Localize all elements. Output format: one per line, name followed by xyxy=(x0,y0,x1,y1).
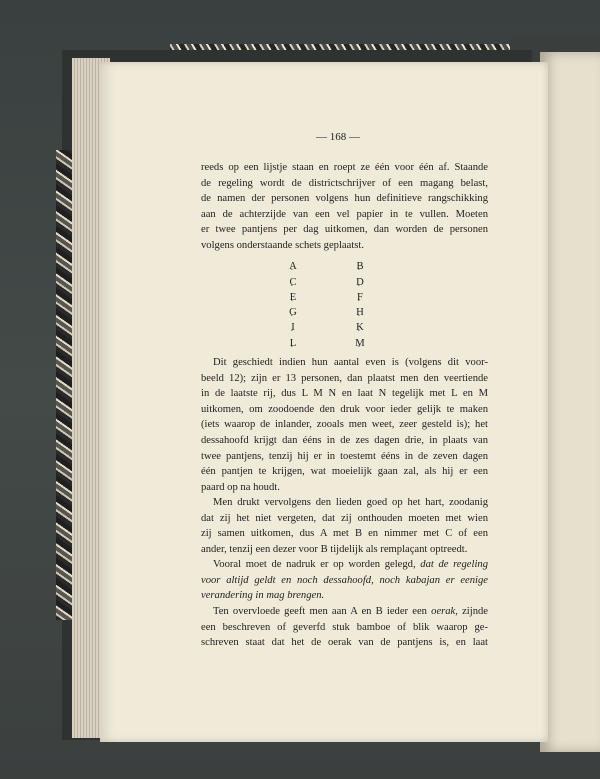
italic-text-line: verandering in mag brengen. xyxy=(201,590,325,602)
page-text xyxy=(201,160,488,651)
text-line: er twee pantjens per dag uitkomen, dan worden de personen xyxy=(201,224,488,236)
scheme-letter: D • xyxy=(353,275,367,290)
text-line: dat zij het niet vergeten, dat zij onthouden moeten met wien xyxy=(201,512,488,524)
scheme-letter: E • xyxy=(286,290,300,305)
text-line: (iets waarop de inlander, zooals men weet, zeer gesteld is); het xyxy=(201,419,488,431)
paragraph-5 xyxy=(201,604,488,651)
scheme-letter: B • xyxy=(353,259,367,274)
text-line: ander, tenzij een dezer voor B tijdelijk als remplaçant optreedt. xyxy=(201,543,468,555)
text-line: uitkomen, om zoodoende den druk voor ieder gelijk te maken xyxy=(201,403,488,415)
text-line: dessahoofd krijgt dan ééns in de zes dagen drie, in plaats van xyxy=(201,435,488,447)
facing-page xyxy=(540,52,600,752)
paragraph-2 xyxy=(201,355,488,495)
text-line: aan de achterzijde van een vel papier in te vullen. Moeten xyxy=(201,208,488,220)
scheme-letter: C • xyxy=(286,275,300,290)
paragraph-1 xyxy=(201,160,488,253)
text-line: een beschreven of geverfd stuk bamboe of blik waarop ge- xyxy=(201,621,488,633)
text-line: in de laatste rij, dus L M N en laat N tegelijk met L en M xyxy=(201,388,488,400)
scheme-letter: F • xyxy=(353,290,367,305)
text-segment: zijnde xyxy=(457,606,488,618)
text-line: twee pantjens, tenzij hij er in toestemt ééns in de zeven dagen xyxy=(201,450,488,462)
text-line: Dit geschiedt indien hun aantal even is (volgens dit voor- xyxy=(213,357,488,369)
text-line: zij samen uitkomen, dus A met B en nimmer met C of een xyxy=(201,528,488,540)
paragraph-4 xyxy=(201,557,488,604)
text-line: volgens onderstaande schets geplaatst. xyxy=(201,239,364,251)
scheme-letter: G • xyxy=(286,305,300,320)
italic-text: oerak, xyxy=(431,606,458,618)
scheme-letter: H • xyxy=(353,305,367,320)
text-line: Men drukt vervolgens den lieden goed op het hart, zoodanig xyxy=(213,497,488,509)
scheme-right-column xyxy=(353,259,367,351)
text-line: schreven staat dat het de oerak van de pantjens is, en laat xyxy=(201,637,488,649)
scheme-letter: I • xyxy=(286,320,300,335)
italic-text: dat de regeling xyxy=(420,559,488,571)
scheme-left-column xyxy=(286,259,300,351)
placement-scheme xyxy=(201,259,488,351)
text-segment: Ten overvloede geeft men aan A en B ieder een xyxy=(213,606,432,618)
page-number: — 168 — xyxy=(316,131,360,143)
text-line: paard op na houdt. xyxy=(201,481,280,493)
text-line xyxy=(201,604,488,620)
scheme-letter: M • xyxy=(353,336,367,351)
text-line: de namen der personen volgens hun definitieve rangschikking xyxy=(201,193,488,205)
scheme-letter: K • xyxy=(353,320,367,335)
text-line: één pantjen te krijgen, wat moeielijk gaan zal, als hij er een xyxy=(201,466,488,478)
text-line xyxy=(201,557,488,573)
text-line: beeld 12); zijn er 13 personen, dan plaatst men den veertiende xyxy=(201,372,488,384)
scheme-letter: A • xyxy=(286,259,300,274)
scheme-letter: L • xyxy=(286,336,300,351)
text-line: de regeling wordt de districtschrijver of een magang belast, xyxy=(201,177,488,189)
paragraph-3 xyxy=(201,495,488,557)
text-segment: Vooral moet de nadruk er op worden gelegd, xyxy=(213,559,421,571)
text-line: reeds op een lijstje staan en roept ze één voor één af. Staande xyxy=(201,162,488,173)
italic-text-line: voor altijd geldt en noch dessahoofd, noch kabajan er eenige xyxy=(201,574,488,586)
